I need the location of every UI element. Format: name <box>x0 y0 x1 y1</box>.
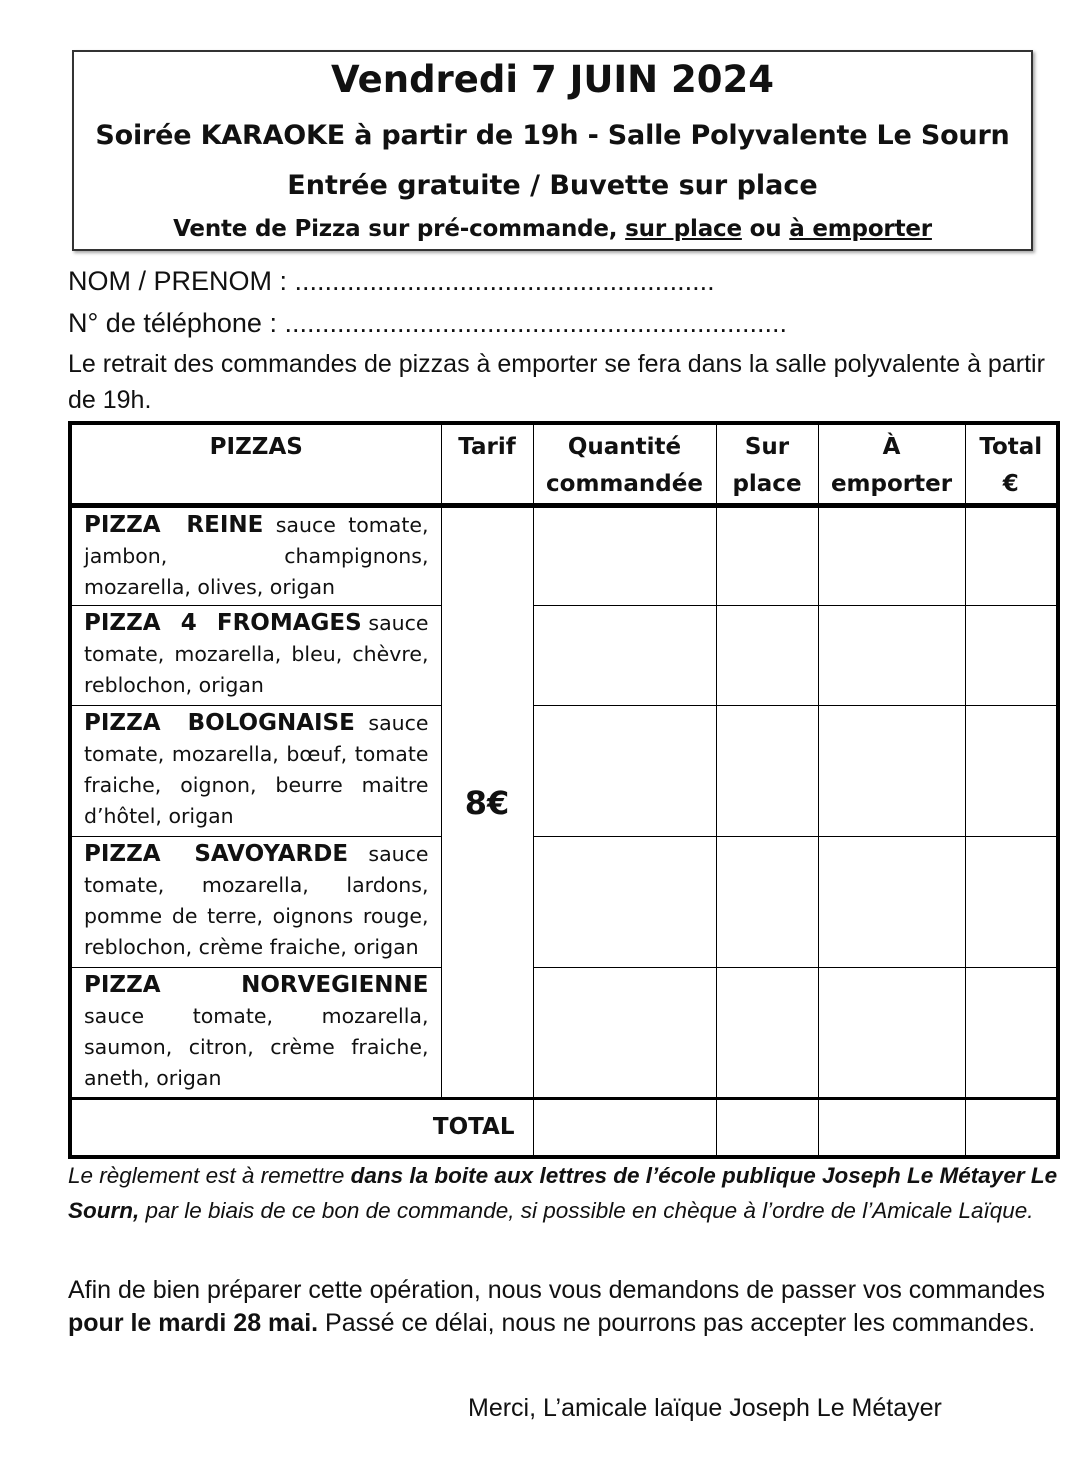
price-cell: 8€ <box>441 506 533 1099</box>
onsite-input[interactable] <box>716 837 818 968</box>
total-input[interactable] <box>965 968 1058 1099</box>
onsite-input[interactable] <box>716 606 818 706</box>
pizza-bolognaise: PIZZA BOLOGNAISE sauce tomate, mozarella, bœuf, tomate fraiche, oignon, beurre maitre d’hôtel, origan <box>70 706 441 837</box>
event-date: Vendredi 7 JUIN 2024 <box>331 58 774 101</box>
table-row <box>70 968 1058 1099</box>
entry-info: Entrée gratuite / Buvette sur place <box>287 170 818 201</box>
signature: Merci, L’amicale laïque Joseph Le Métayer <box>468 1394 942 1422</box>
total-input[interactable] <box>965 606 1058 706</box>
col-header-onsite: Sur place <box>716 423 818 506</box>
takeaway-input[interactable] <box>818 837 965 968</box>
sale-info: Vente de Pizza sur pré-commande, sur place ou à emporter <box>173 216 932 242</box>
total-input[interactable] <box>965 506 1058 606</box>
event-header <box>72 50 1033 251</box>
col-header-tarif: Tarif <box>441 423 533 506</box>
phone-label: N° de téléphone : <box>68 308 285 338</box>
total-takeaway-input[interactable] <box>818 1099 965 1157</box>
table-row <box>70 837 1058 968</box>
total-onsite-input[interactable] <box>716 1099 818 1157</box>
quantity-input[interactable] <box>533 706 716 837</box>
quantity-input[interactable] <box>533 968 716 1099</box>
name-label: NOM / PRENOM : <box>68 266 295 296</box>
onsite-input[interactable] <box>716 968 818 1099</box>
takeaway-input[interactable] <box>818 606 965 706</box>
pizza-reine: PIZZA REINE sauce tomate, jambon, champignons, mozarella, olives, origan <box>70 506 441 606</box>
name-dotted-line[interactable]: ........................................................ <box>294 266 715 296</box>
total-input[interactable] <box>965 837 1058 968</box>
total-label: TOTAL <box>70 1099 533 1157</box>
pickup-note: Le retrait des commandes de pizzas à emporter se fera dans la salle polyvalente à partir de 19h. <box>68 350 1045 414</box>
quantity-input[interactable] <box>533 837 716 968</box>
payment-instructions: Le règlement est à remettre dans la boite aux lettres de l’école publique Joseph Le Métayer Le Sourn, par le biais de ce bon de commande, si possible en chèque à l’ordre de l’Amicale Laïque. <box>68 1163 1058 1223</box>
event-title: Soirée KARAOKE à partir de 19h - Salle Polyvalente Le Sourn <box>95 120 1010 151</box>
table-header-row <box>70 423 1058 506</box>
col-header-takeaway: À emporter <box>818 423 965 506</box>
total-input[interactable] <box>965 706 1058 837</box>
phone-field[interactable] <box>68 308 787 339</box>
quantity-input[interactable] <box>533 606 716 706</box>
table-row <box>70 506 1058 606</box>
deadline-note: Afin de bien préparer cette opération, nous vous demandons de passer vos commandes pour le mardi 28 mai. Passé ce délai, nous ne pourrons pas accepter les commandes. <box>68 1276 1045 1337</box>
takeaway-input[interactable] <box>818 968 965 1099</box>
pizza-4-fromages: PIZZA 4 FROMAGES sauce tomate, mozarella, bleu, chèvre, reblochon, origan <box>70 606 441 706</box>
grand-total-input[interactable] <box>965 1099 1058 1157</box>
order-table <box>68 421 1060 1159</box>
phone-dotted-line[interactable]: ................................................................... <box>284 308 788 338</box>
col-header-quantity: Quantité commandée <box>533 423 716 506</box>
pizza-savoyarde: PIZZA SAVOYARDE sauce tomate, mozarella, lardons, pomme de terre, oignons rouge, reblochon, crème fraiche, origan <box>70 837 441 968</box>
total-quantity-input[interactable] <box>533 1099 716 1157</box>
name-field[interactable] <box>68 266 715 297</box>
table-row <box>70 606 1058 706</box>
table-row <box>70 706 1058 837</box>
quantity-input[interactable] <box>533 506 716 606</box>
col-header-pizzas: PIZZAS <box>70 423 441 506</box>
col-header-total: Total € <box>965 423 1058 506</box>
onsite-input[interactable] <box>716 506 818 606</box>
total-row <box>70 1099 1058 1157</box>
pizza-norvegienne: PIZZA NORVEGIENNE sauce tomate, mozarella, saumon, citron, crème fraiche, aneth, origan <box>70 968 441 1099</box>
onsite-input[interactable] <box>716 706 818 837</box>
takeaway-input[interactable] <box>818 706 965 837</box>
takeaway-input[interactable] <box>818 506 965 606</box>
